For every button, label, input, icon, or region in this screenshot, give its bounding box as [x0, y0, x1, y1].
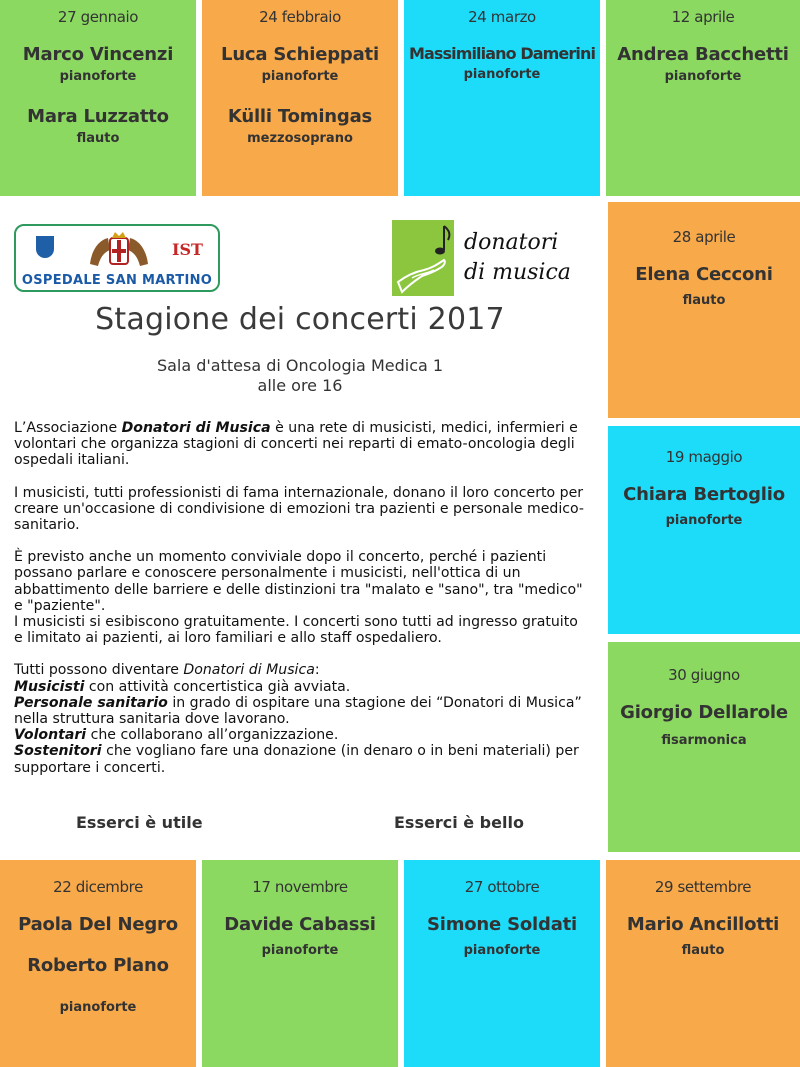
concert-tile-june [608, 642, 800, 852]
role-item [14, 679, 589, 695]
performer-name: Simone Soldati [426, 914, 578, 935]
role-text: che collaborano all’organizzazione. [86, 727, 339, 744]
paragraph-intro [14, 420, 589, 469]
concert-tile-september [606, 860, 800, 1067]
performer-instrument: pianoforte [261, 943, 339, 958]
venue-line: Sala d'attesa di Oncologia Medica 1 [156, 356, 444, 375]
text-span: Tutti possono diventare [14, 662, 184, 679]
concert-date: 27 gennaio [57, 8, 139, 26]
concert-date: 28 aprile [672, 228, 736, 246]
performer-name: Külli Tomingas [227, 106, 373, 127]
performer-name: Elena Cecconi [635, 264, 773, 285]
donatori-logo-line1: donatori [464, 230, 559, 255]
donatori-logo-text [464, 228, 571, 288]
performer-instrument: pianoforte [59, 1000, 137, 1015]
association-name: Donatori di Musica [183, 662, 315, 679]
concert-date: 19 maggio [665, 448, 743, 466]
hand-music-note-icon [392, 220, 454, 296]
performer-name: Luca Schieppati [221, 44, 379, 65]
performer-instrument: pianoforte [261, 69, 339, 84]
hospital-logo [14, 224, 220, 292]
slogan-useful: Esserci è utile [76, 813, 203, 832]
concert-tile-december [0, 860, 196, 1067]
concert-tile-november [202, 860, 398, 1067]
performer-name: Mario Ancillotti [626, 914, 780, 935]
performer-name: Roberto Plano [27, 955, 169, 976]
text-span: è una rete di musicisti, medici, infermieri e volontari che organizza stagioni di concerti nei reparti di emato-oncologia degli ospedali italiani. [14, 420, 578, 469]
role-text: in grado di ospitare una stagione dei “Donatori di Musica” nella struttura sanitaria dove lavorano. [14, 694, 582, 728]
performer-instrument: pianoforte [664, 69, 742, 84]
concert-tile-march [404, 0, 600, 196]
paragraph-join [14, 662, 589, 678]
role-item [14, 727, 589, 743]
performer-instrument: pianoforte [59, 69, 137, 84]
performer-instrument: fisarmonica [661, 733, 747, 748]
concert-date: 24 marzo [468, 8, 536, 26]
concert-tile-april-28 [608, 202, 800, 418]
performer-instrument: mezzosoprano [247, 131, 353, 146]
genoa-crest-icon [36, 236, 54, 258]
role-label: Sostenitori [14, 743, 102, 760]
donatori-logo-mark [392, 220, 454, 296]
paragraph-musicians: I musicisti, tutti professionisti di fama internazionale, donano il loro concerto per creare un'occasione di condivisione di emozioni tra pazienti e personale medico-sanitario. [14, 484, 584, 534]
performer-instrument: pianoforte [463, 67, 541, 82]
concert-date: 24 febbraio [259, 8, 341, 26]
concert-date: 29 settembre [654, 878, 752, 896]
concert-tile-february [202, 0, 398, 196]
description-text [14, 420, 589, 776]
text-span: : [314, 662, 320, 679]
role-label: Personale sanitario [14, 694, 168, 711]
page-title: Stagione dei concerti 2017 [95, 302, 505, 337]
griffin-crest-icon [86, 230, 152, 270]
performer-name: Chiara Bertoglio [623, 484, 785, 505]
concert-tile-january [0, 0, 196, 196]
role-item [14, 695, 589, 727]
concert-date: 22 dicembre [53, 878, 143, 896]
performer-instrument: pianoforte [665, 513, 743, 528]
performer-name: Mara Luzzatto [27, 106, 169, 127]
performer-name: Davide Cabassi [224, 914, 376, 935]
role-text: con attività concertistica già avviata. [84, 678, 351, 695]
slogan-beautiful: Esserci è bello [394, 813, 524, 832]
performer-instrument: flauto [76, 131, 120, 146]
performer-instrument: flauto [681, 943, 725, 958]
concert-tile-april-12 [606, 0, 800, 196]
concert-tile-may [608, 426, 800, 634]
performer-name: Massimiliano Damerini [408, 44, 596, 63]
paragraph-conviviality: È previsto anche un momento conviviale dopo il concerto, perché i pazienti possano parlare e conoscere personalmente i musicisti, nell'ottica di un abbattimento delle barriere e delle distinzioni tra "malato e "sano", tra "medico" e "paziente". [14, 549, 583, 614]
role-item [14, 743, 589, 775]
concert-date: 27 ottobre [464, 878, 540, 896]
concert-tile-october [404, 860, 600, 1067]
performer-instrument: flauto [682, 293, 726, 308]
hospital-name: OSPEDALE SAN MARTINO [21, 273, 213, 288]
donatori-logo-line2: di musica [464, 260, 571, 285]
concert-date: 12 aprile [671, 8, 735, 26]
performer-name: Giorgio Dellarole [620, 702, 788, 723]
role-label: Musicisti [14, 678, 85, 695]
ist-logo-text: IST [172, 240, 203, 259]
venue-subtitle [0, 356, 600, 396]
performer-name: Andrea Bacchetti [617, 44, 789, 65]
role-text: che vogliano fare una donazione (in denaro o in beni materiali) per supportare i concerti. [14, 743, 579, 776]
performer-instrument: pianoforte [463, 943, 541, 958]
concert-date: 30 giugno [668, 666, 740, 684]
text-span: L’Associazione [14, 420, 122, 436]
concert-date: 17 novembre [252, 878, 348, 896]
performer-name: Paola Del Negro [18, 914, 178, 935]
time-line: alle ore 16 [257, 376, 343, 395]
association-name: Donatori di Musica [121, 420, 271, 436]
paragraph-free-entry: I musicisti si esibiscono gratuitamente. I concerti sono tutti ad ingresso gratuito e limitato ai pazienti, ai loro familiari e allo staff ospedaliero. [14, 614, 578, 647]
performer-name: Marco Vincenzi [22, 44, 174, 65]
role-label: Volontari [14, 727, 87, 744]
